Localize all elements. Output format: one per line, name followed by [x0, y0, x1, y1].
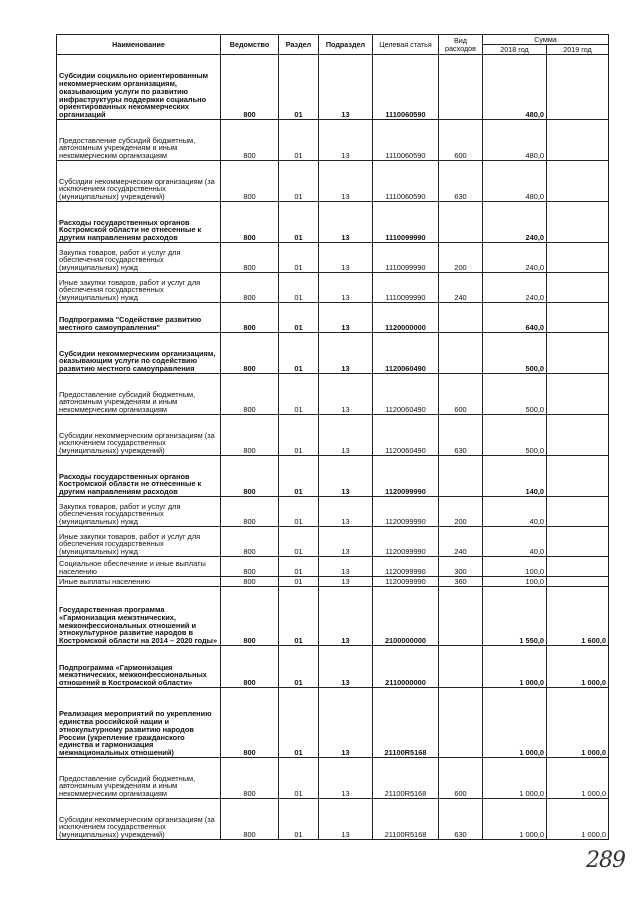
table-body — [57, 55, 609, 840]
row-amount-2019 — [547, 333, 609, 374]
table-row — [57, 527, 609, 557]
row-subsection: 13 — [319, 497, 373, 527]
row-kind — [439, 55, 483, 120]
row-subsection: 13 — [319, 202, 373, 243]
row-section: 01 — [279, 120, 319, 161]
row-amount-2019 — [547, 120, 609, 161]
row-dept: 800 — [221, 758, 279, 799]
row-target: 1110099990 — [373, 273, 439, 303]
table-row — [57, 415, 609, 456]
row-amount-2018: 1 000,0 — [483, 799, 547, 840]
row-dept: 800 — [221, 497, 279, 527]
row-amount-2019 — [547, 161, 609, 202]
row-kind: 630 — [439, 415, 483, 456]
row-target: 1120099990 — [373, 456, 439, 497]
row-amount-2018: 500,0 — [483, 374, 547, 415]
table-row — [57, 758, 609, 799]
row-name: Субсидии социально ориентированным некоммерческим организациям, оказывающим услуги по развитию инфраструктуры поддержки социально ориентированных некоммерческих организаций — [57, 55, 221, 120]
row-section: 01 — [279, 55, 319, 120]
row-amount-2018: 100,0 — [483, 577, 547, 587]
row-target: 1120000000 — [373, 303, 439, 333]
row-amount-2018: 1 000,0 — [483, 688, 547, 758]
row-kind: 630 — [439, 161, 483, 202]
row-section: 01 — [279, 273, 319, 303]
row-section: 01 — [279, 758, 319, 799]
row-kind — [439, 688, 483, 758]
row-target: 1120099990 — [373, 527, 439, 557]
row-section: 01 — [279, 799, 319, 840]
row-target: 1110060590 — [373, 55, 439, 120]
row-amount-2019 — [547, 202, 609, 243]
header-dept: Ведомство — [221, 35, 279, 55]
table-row — [57, 273, 609, 303]
row-target: 21100R5168 — [373, 799, 439, 840]
row-name: Государственная программа «Гармонизация межэтнических, межконфессиональных отношений и этнокультурное развитие народов в Костромской области на 2014 – 2020 годы» — [57, 587, 221, 646]
row-amount-2018: 1 550,0 — [483, 587, 547, 646]
row-name: Иные закупки товаров, работ и услуг для обеспечения государственных (муниципальных) нужд — [57, 527, 221, 557]
header-y2018: 2018 год — [483, 45, 547, 55]
row-amount-2018: 240,0 — [483, 273, 547, 303]
table-row — [57, 161, 609, 202]
row-dept: 800 — [221, 273, 279, 303]
row-subsection: 13 — [319, 577, 373, 587]
row-target: 21100R5168 — [373, 688, 439, 758]
row-kind — [439, 333, 483, 374]
table-row — [57, 688, 609, 758]
row-subsection: 13 — [319, 333, 373, 374]
table-row — [57, 799, 609, 840]
row-subsection: 13 — [319, 646, 373, 688]
row-subsection: 13 — [319, 456, 373, 497]
row-amount-2019: 1 600,0 — [547, 587, 609, 646]
row-section: 01 — [279, 587, 319, 646]
table-row — [57, 243, 609, 273]
row-kind — [439, 202, 483, 243]
row-dept: 800 — [221, 415, 279, 456]
table-row — [57, 456, 609, 497]
row-amount-2018: 480,0 — [483, 55, 547, 120]
row-target: 1120099990 — [373, 497, 439, 527]
row-name: Социальное обеспечение и иные выплаты населению — [57, 557, 221, 577]
table-row — [57, 587, 609, 646]
row-name: Субсидии некоммерческим организациям, оказывающим услуги по содействию развитию местного самоуправления — [57, 333, 221, 374]
row-kind: 300 — [439, 557, 483, 577]
row-name: Подпрограмма "Содействие развитию местного самоуправления" — [57, 303, 221, 333]
row-target: 1110099990 — [373, 243, 439, 273]
row-name: Предоставление субсидий бюджетным, автономным учреждениям и иным некоммерческим организациям — [57, 758, 221, 799]
row-dept: 800 — [221, 303, 279, 333]
row-dept: 800 — [221, 577, 279, 587]
row-section: 01 — [279, 303, 319, 333]
header-kind: Вид расходов — [439, 35, 483, 55]
row-target: 21100R5168 — [373, 758, 439, 799]
table-row — [57, 577, 609, 587]
row-dept: 800 — [221, 161, 279, 202]
row-subsection: 13 — [319, 688, 373, 758]
row-dept: 800 — [221, 55, 279, 120]
row-section: 01 — [279, 557, 319, 577]
row-name: Предоставление субсидий бюджетным, автономным учреждениям и иным некоммерческим организациям — [57, 120, 221, 161]
row-subsection: 13 — [319, 243, 373, 273]
row-section: 01 — [279, 497, 319, 527]
row-target: 2110000000 — [373, 646, 439, 688]
row-kind: 360 — [439, 577, 483, 587]
row-dept: 800 — [221, 333, 279, 374]
row-amount-2019 — [547, 577, 609, 587]
row-section: 01 — [279, 415, 319, 456]
row-amount-2018: 480,0 — [483, 120, 547, 161]
row-target: 1110060590 — [373, 161, 439, 202]
header-y2019: 2019 год — [547, 45, 609, 55]
table-row — [57, 55, 609, 120]
row-section: 01 — [279, 577, 319, 587]
row-kind: 200 — [439, 497, 483, 527]
row-amount-2019 — [547, 303, 609, 333]
row-name: Субсидии некоммерческим организациям (за исключением государственных (муниципальных) учреждений) — [57, 161, 221, 202]
row-amount-2019 — [547, 374, 609, 415]
row-amount-2019 — [547, 527, 609, 557]
row-amount-2019: 1 000,0 — [547, 758, 609, 799]
row-amount-2019 — [547, 273, 609, 303]
table-row — [57, 374, 609, 415]
row-dept: 800 — [221, 587, 279, 646]
header-sum: Сумма — [483, 35, 609, 45]
row-amount-2018: 100,0 — [483, 557, 547, 577]
row-kind — [439, 646, 483, 688]
budget-table — [56, 34, 609, 840]
row-name: Закупка товаров, работ и услуг для обеспечения государственных (муниципальных) нужд — [57, 497, 221, 527]
row-dept: 800 — [221, 374, 279, 415]
row-kind: 600 — [439, 374, 483, 415]
row-amount-2018: 1 000,0 — [483, 646, 547, 688]
row-kind: 600 — [439, 758, 483, 799]
row-subsection: 13 — [319, 374, 373, 415]
row-target: 1120099990 — [373, 557, 439, 577]
row-target: 1110060590 — [373, 120, 439, 161]
row-name: Реализация мероприятий по укреплению единства российской нации и этнокультурному развитию народов России (укрепление гражданского единства и гармонизация межнациональных отношений) — [57, 688, 221, 758]
row-name: Подпрограмма «Гармонизация межэтнических, межконфессиональных отношений в Костромской области» — [57, 646, 221, 688]
row-dept: 800 — [221, 646, 279, 688]
row-kind: 200 — [439, 243, 483, 273]
row-section: 01 — [279, 161, 319, 202]
row-amount-2019: 1 000,0 — [547, 688, 609, 758]
row-dept: 800 — [221, 456, 279, 497]
row-kind: 630 — [439, 799, 483, 840]
row-section: 01 — [279, 202, 319, 243]
header-section: Раздел — [279, 35, 319, 55]
row-dept: 800 — [221, 202, 279, 243]
row-amount-2018: 500,0 — [483, 333, 547, 374]
row-subsection: 13 — [319, 161, 373, 202]
row-amount-2018: 40,0 — [483, 497, 547, 527]
row-name: Иные закупки товаров, работ и услуг для обеспечения государственных (муниципальных) нужд — [57, 273, 221, 303]
row-amount-2019 — [547, 456, 609, 497]
row-amount-2018: 140,0 — [483, 456, 547, 497]
row-target: 1110099990 — [373, 202, 439, 243]
table-row — [57, 303, 609, 333]
row-amount-2019 — [547, 415, 609, 456]
row-kind: 600 — [439, 120, 483, 161]
row-section: 01 — [279, 646, 319, 688]
row-dept: 800 — [221, 799, 279, 840]
row-target: 1120060490 — [373, 415, 439, 456]
row-section: 01 — [279, 527, 319, 557]
row-section: 01 — [279, 333, 319, 374]
row-subsection: 13 — [319, 527, 373, 557]
row-subsection: 13 — [319, 415, 373, 456]
row-amount-2019 — [547, 243, 609, 273]
table-row — [57, 497, 609, 527]
row-subsection: 13 — [319, 120, 373, 161]
row-kind — [439, 303, 483, 333]
row-amount-2018: 40,0 — [483, 527, 547, 557]
table-row — [57, 646, 609, 688]
row-target: 1120060490 — [373, 333, 439, 374]
row-dept: 800 — [221, 120, 279, 161]
row-section: 01 — [279, 688, 319, 758]
row-dept: 800 — [221, 527, 279, 557]
row-name: Расходы государственных органов Костромской области не отнесенные к другим направлениям расходов — [57, 456, 221, 497]
row-amount-2019: 1 000,0 — [547, 799, 609, 840]
row-target: 1120099990 — [373, 577, 439, 587]
table-row — [57, 333, 609, 374]
row-amount-2018: 240,0 — [483, 243, 547, 273]
row-amount-2018: 1 000,0 — [483, 758, 547, 799]
row-amount-2018: 640,0 — [483, 303, 547, 333]
row-name: Закупка товаров, работ и услуг для обеспечения государственных (муниципальных) нужд — [57, 243, 221, 273]
row-target: 1120060490 — [373, 374, 439, 415]
row-subsection: 13 — [319, 587, 373, 646]
row-subsection: 13 — [319, 557, 373, 577]
row-amount-2019: 1 000,0 — [547, 646, 609, 688]
row-kind — [439, 587, 483, 646]
row-dept: 800 — [221, 688, 279, 758]
row-target: 2100000000 — [373, 587, 439, 646]
row-name: Субсидии некоммерческим организациям (за исключением государственных (муниципальных) учреждений) — [57, 415, 221, 456]
row-name: Предоставление субсидий бюджетным, автономным учреждениям и иным некоммерческим организациям — [57, 374, 221, 415]
row-amount-2019 — [547, 55, 609, 120]
row-subsection: 13 — [319, 758, 373, 799]
row-amount-2019 — [547, 497, 609, 527]
header-subsection: Подраздел — [319, 35, 373, 55]
row-subsection: 13 — [319, 55, 373, 120]
row-section: 01 — [279, 243, 319, 273]
row-name: Иные выплаты населению — [57, 577, 221, 587]
row-kind: 240 — [439, 273, 483, 303]
row-section: 01 — [279, 456, 319, 497]
row-subsection: 13 — [319, 799, 373, 840]
row-dept: 800 — [221, 243, 279, 273]
row-dept: 800 — [221, 557, 279, 577]
header-target: Целевая статья — [373, 35, 439, 55]
row-name: Субсидии некоммерческим организациям (за исключением государственных (муниципальных) учреждений) — [57, 799, 221, 840]
page-number: 289 — [586, 848, 625, 873]
row-section: 01 — [279, 374, 319, 415]
table-row — [57, 557, 609, 577]
row-subsection: 13 — [319, 303, 373, 333]
row-name: Расходы государственных органов Костромской области не отнесенные к другим направлениям расходов — [57, 202, 221, 243]
row-amount-2018: 480,0 — [483, 161, 547, 202]
row-kind: 240 — [439, 527, 483, 557]
row-subsection: 13 — [319, 273, 373, 303]
row-kind — [439, 456, 483, 497]
row-amount-2018: 240,0 — [483, 202, 547, 243]
row-amount-2019 — [547, 557, 609, 577]
table-row — [57, 202, 609, 243]
row-amount-2018: 500,0 — [483, 415, 547, 456]
header-name: Наименование — [57, 35, 221, 55]
table-row — [57, 120, 609, 161]
table-header — [57, 35, 609, 55]
